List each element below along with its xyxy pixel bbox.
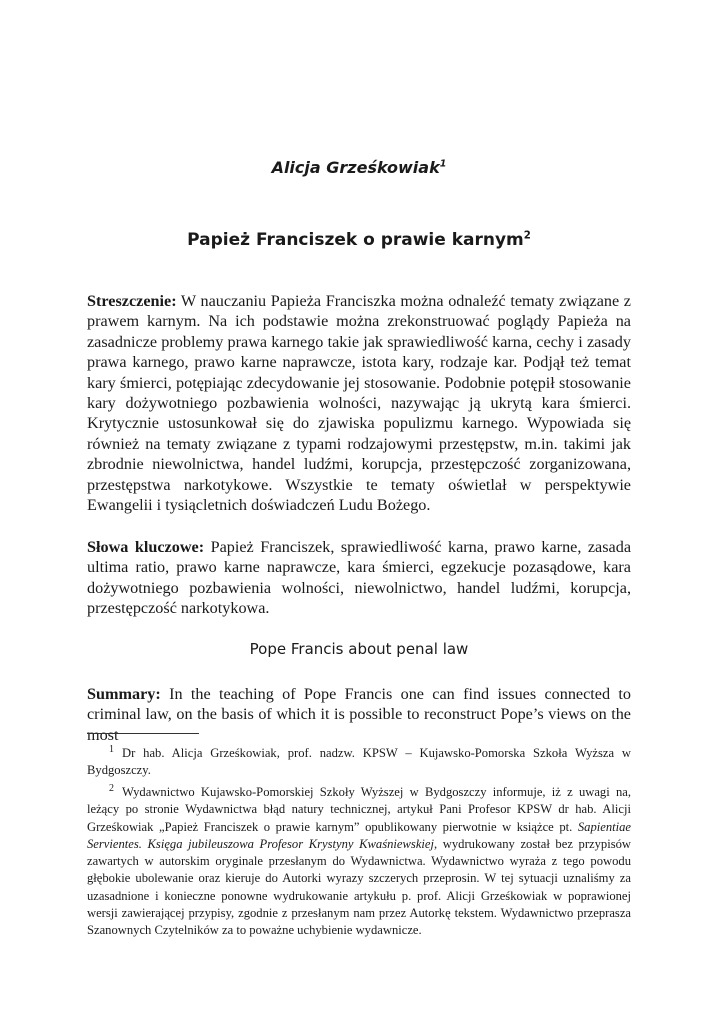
- summary-text: In the teaching of Pope Francis one can find issues connected to criminal law, on the basis of which it is possible to reconstruct Pope’s views on the most: [87, 685, 631, 744]
- abstract-paragraph: [87, 291, 631, 515]
- summary-label: Summary:: [87, 685, 161, 703]
- abstract-text: W nauczaniu Papieża Franciszka można odnaleźć tematy związane z prawem karnym. Na ich podstawie można zrekonstruować poglądy Papieża na zasadnicze problemy prawa karnego takie jak sprawiedliwość karna, cechy i zasady prawa karnego, prawo karne naprawcze, istota kary, rodzaje kar. Podjął też temat kary śmierci, potępiając zdecydowanie jej stosowanie. Podobnie potępił stosowanie kary dożywotniego pozbawienia wolności, nazywając ją ukrytą kara śmierci. Krytycznie ustosunkował się do zjawiska populizmu karnego. Wypowiada się również na tematy związane z typami rodzajowymi przestępstw, m.in. takimi jak zbrodnie niewolnictwa, handel ludźmi, korupcja, przestępczość zorganizowana, przestępstwa narkotykowe. Wszystkie te tematy oświetlał w perspektywie Ewangelii i tysiącletnich doświadczeń Ludu Bożego.: [87, 292, 631, 515]
- footnote-2-book-title: Sapientiae Servientes. Księga jubileuszowa Profesor Krystyny Kwaśniewskiej: [87, 819, 632, 851]
- footnote-divider: [87, 733, 199, 734]
- footnote-1-number: 1: [109, 744, 114, 755]
- keywords-text: Papież Franciszek, sprawiedliwość karna, prawo karne, zasada ultima ratio, prawo karne naprawcze, kara śmierci, egzekucje pozasądowe, kara dożywotniego pozbawienia wolności, niewolnictwo, handel ludźmi, korupcja, przestępczość narkotykowa.: [87, 538, 632, 618]
- footnote-1-text: Dr hab. Alicja Grześkowiak, prof. nadzw. KPSW – Kujawsko-Pomorska Szkoła Wyższa w Bydgoszczy.: [87, 746, 631, 778]
- abstract-label: Streszczenie:: [87, 292, 177, 310]
- footnote-ref-1[interactable]: 1: [439, 158, 447, 170]
- footnote-2: [87, 780, 631, 940]
- author-name: Alicja Grześkowiak$^1$: [271, 158, 447, 177]
- footnote-1: [87, 741, 631, 780]
- english-title: Pope Francis about penal law: [249, 640, 469, 658]
- keywords-paragraph: [87, 537, 631, 619]
- summary-paragraph: [87, 684, 631, 745]
- article-title: Papież Franciszek o prawie karnym$^2$: [187, 230, 531, 250]
- footnote-ref-2[interactable]: 2: [523, 230, 531, 242]
- footnote-2-number: 2: [109, 783, 114, 794]
- keywords-label: Słowa kluczowe:: [87, 538, 205, 556]
- footnote-2-text-a: Wydawnictwo Kujawsko-Pomorskiej Szkoły Wyższej w Bydgoszczy informuje, iż z uwagi na, leżący po stronie Wydawnictwa błąd natury technicznej, artykuł Pani Profesor KPSW dr hab. Alicji Grześkowiak „Papież Franciszek o prawie karnym” opublikowany pierwotnie w książce pt.: [87, 785, 631, 834]
- footnote-2-text-b: , wydrukowany został bez przypisów zawartych w autorskim oryginale przesłanym do Wydawnictwa. Wydawnictwo wyraża z tego powodu głębokie ubolewanie oraz kieruje do Autorki wyrazy szczerych przeprosin. W tej sytuacji uznaliśmy za uzasadnione i konieczne ponowne wydrukowanie artykułu p. prof. Alicji Grześkowiak w poprawionej wersji zawierającej przypisy, zgodnie z przesłanym nam przez Autorkę tekstem. Wydawnictwo przeprasza Szanownych Czytelników za to poważne uchybienie wydawnicze.: [87, 836, 631, 938]
